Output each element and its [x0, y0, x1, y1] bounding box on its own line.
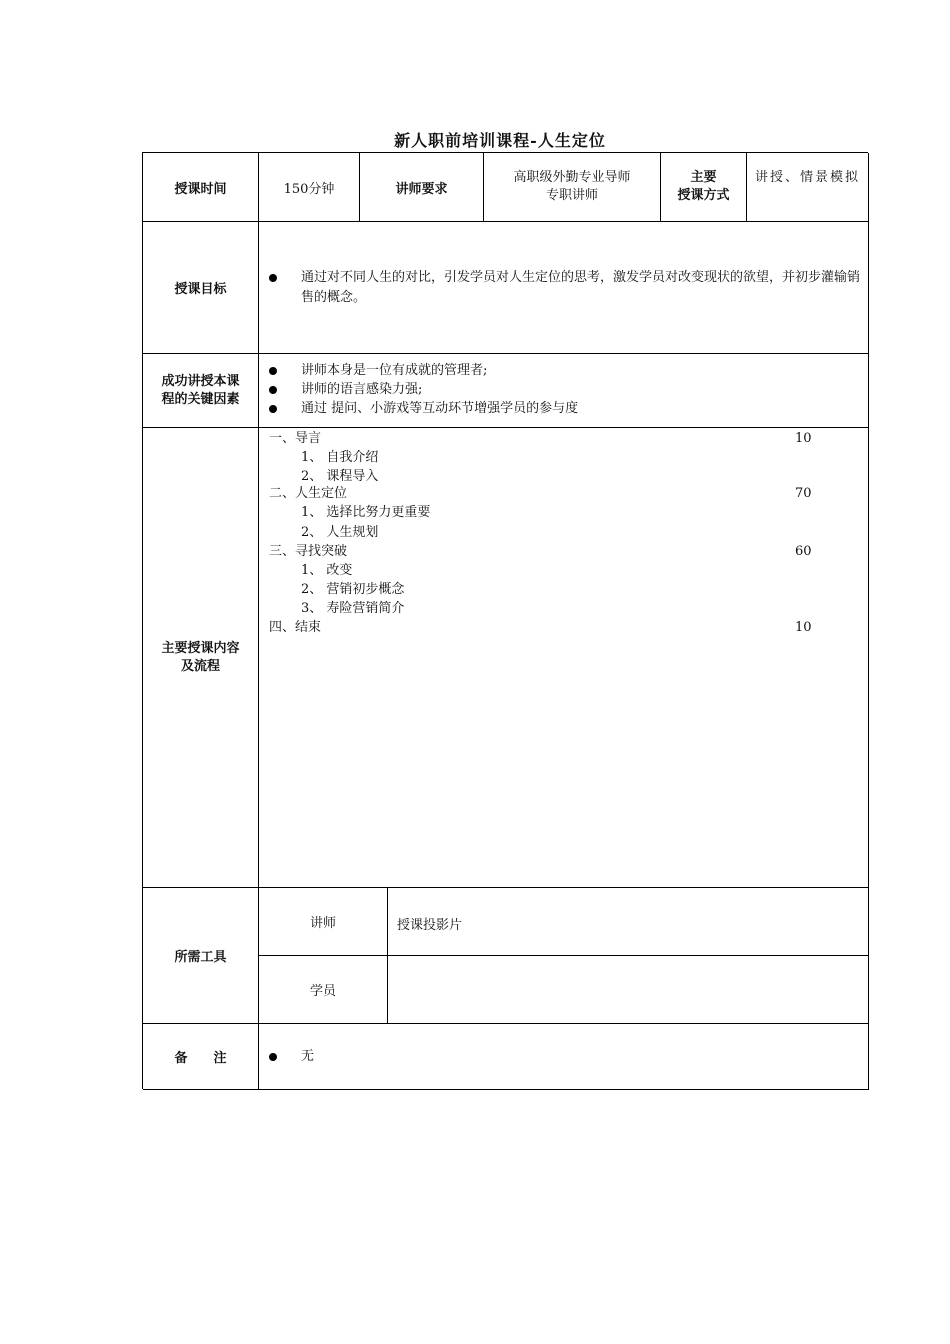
tools-student-value — [388, 956, 869, 1024]
content-section: 一、导言 — [269, 431, 322, 446]
content-subitem: 1、 自我介绍 — [301, 450, 379, 465]
goal-content — [259, 222, 869, 354]
content-subitem: 2、 营销初步概念 — [301, 582, 405, 597]
tools-label: 所需工具 — [143, 888, 259, 1024]
content-minutes: 10 — [795, 620, 812, 635]
content-label-line1: 主要授课内容 — [161, 640, 240, 656]
key-factors-label — [143, 354, 259, 428]
content-section: 二、人生定位 — [269, 486, 348, 501]
time-value: 150分钟 — [259, 153, 360, 222]
key-factors-label-line1: 成功讲授本课 — [161, 373, 240, 389]
goal-label: 授课目标 — [143, 222, 259, 354]
tools-lecturer-label: 讲师 — [259, 888, 388, 956]
key-factor-item — [259, 399, 860, 418]
content-subitem: 2、 课程导入 — [301, 469, 379, 484]
lecturer-requirement-value — [484, 153, 661, 222]
remark-text: 无 — [301, 1049, 315, 1064]
time-label: 授课时间 — [143, 153, 259, 222]
goal-item — [259, 268, 860, 308]
bullet-icon — [269, 367, 277, 375]
lecturer-requirement-line1: 高职级外勤专业导师 — [513, 170, 631, 185]
content-section: 四、结束 — [269, 620, 322, 635]
tools-lecturer-value: 授课投影片 — [388, 888, 869, 956]
teaching-method-label-line1: 主要 — [690, 170, 717, 185]
key-factors-content — [259, 354, 869, 428]
key-factor-item — [259, 380, 860, 399]
key-factors-label-line2: 程的关键因素 — [161, 391, 240, 407]
content-subitem: 1、 改变 — [301, 563, 353, 578]
content-minutes: 60 — [795, 544, 812, 559]
bullet-icon — [269, 274, 277, 282]
lecturer-requirement-line2: 专职讲师 — [545, 188, 598, 203]
key-factors-list — [259, 361, 860, 418]
content-subitem: 3、 寿险营销简介 — [301, 601, 405, 616]
key-factor-text: 讲师本身是一位有成就的管理者; — [301, 363, 488, 378]
course-table — [142, 152, 868, 1089]
content-body — [259, 428, 869, 888]
bullet-icon — [269, 405, 277, 413]
content-section: 三、寻找突破 — [269, 544, 348, 559]
content-label-line2: 及流程 — [180, 658, 220, 674]
key-factor-text: 讲师的语言感染力强; — [301, 382, 423, 397]
teaching-method-label — [661, 153, 747, 222]
document-title: 新人职前培训课程-人生定位 — [394, 131, 606, 150]
remarks-label: 备 注 — [143, 1024, 259, 1090]
remark-item — [259, 1047, 868, 1067]
content-subitem: 2、 人生规划 — [301, 525, 379, 540]
remarks-content — [259, 1024, 869, 1090]
content-minutes: 10 — [795, 431, 812, 446]
lecturer-requirement-label: 讲师要求 — [360, 153, 484, 222]
remarks-list — [259, 1047, 868, 1067]
key-factor-item — [259, 361, 860, 380]
content-label — [143, 428, 259, 888]
key-factor-text: 通过 提问、小游戏等互动环节增强学员的参与度 — [301, 401, 579, 416]
bullet-icon — [269, 1053, 277, 1061]
teaching-method-label-line2: 授课方式 — [677, 188, 730, 203]
teaching-method-value: 讲授、情景模拟 — [747, 153, 869, 222]
goal-list — [259, 268, 860, 308]
content-subitem: 1、 选择比努力更重要 — [301, 505, 431, 520]
content-minutes: 70 — [795, 486, 812, 501]
goal-item-text: 通过对不同人生的对比，引发学员对人生定位的思考，激发学员对改变现状的欲望，并初步灌输销售的概念。 — [301, 270, 861, 305]
bullet-icon — [269, 386, 277, 394]
tools-student-label: 学员 — [259, 956, 388, 1024]
